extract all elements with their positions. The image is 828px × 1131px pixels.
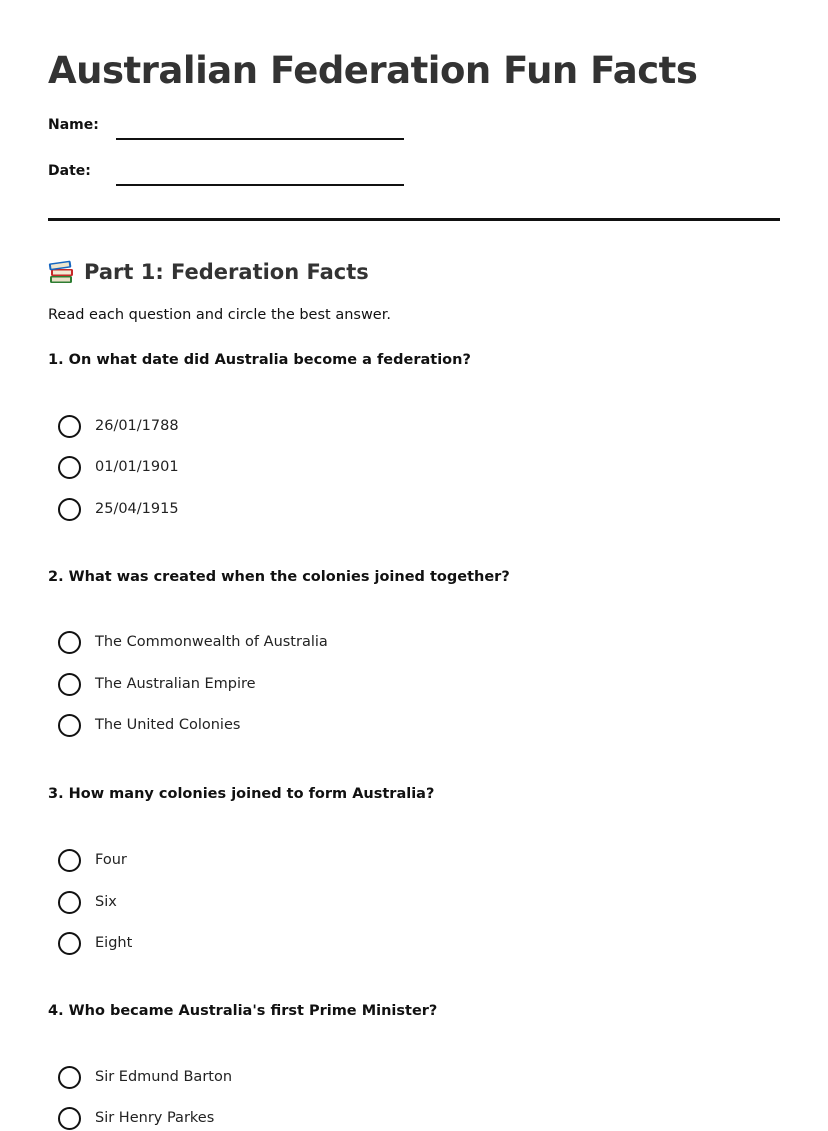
- option-label: 25/04/1915: [95, 501, 179, 517]
- option-1a[interactable]: [58, 413, 179, 439]
- books-icon: [48, 259, 76, 285]
- question-text: 1. On what date did Australia become a federation?: [48, 352, 471, 368]
- date-field[interactable]: [48, 163, 408, 187]
- option-label: The Commonwealth of Australia: [95, 634, 328, 650]
- question-text: 2. What was created when the colonies joined together?: [48, 569, 510, 585]
- radio-circle-icon[interactable]: [58, 673, 81, 696]
- option-label: The Australian Empire: [95, 676, 256, 692]
- radio-circle-icon[interactable]: [58, 631, 81, 654]
- radio-circle-icon[interactable]: [58, 456, 81, 479]
- page-title: Australian Federation Fun Facts: [48, 49, 698, 92]
- question-text: 3. How many colonies joined to form Australia?: [48, 786, 435, 802]
- radio-circle-icon[interactable]: [58, 891, 81, 914]
- name-field[interactable]: [48, 117, 408, 141]
- date-label: Date:: [48, 163, 91, 179]
- radio-circle-icon[interactable]: [58, 415, 81, 438]
- option-1b[interactable]: [58, 454, 179, 480]
- header-divider: [48, 218, 780, 221]
- radio-circle-icon[interactable]: [58, 932, 81, 955]
- option-3b[interactable]: [58, 889, 117, 915]
- radio-circle-icon[interactable]: [58, 1107, 81, 1130]
- option-2a[interactable]: [58, 629, 328, 655]
- name-label: Name:: [48, 117, 99, 133]
- date-line[interactable]: [116, 184, 404, 186]
- option-label: Eight: [95, 935, 133, 951]
- option-1c[interactable]: [58, 496, 179, 522]
- instructions-text: Read each question and circle the best answer.: [48, 307, 391, 323]
- option-3a[interactable]: [58, 847, 127, 873]
- option-label: The United Colonies: [95, 717, 241, 733]
- option-label: Sir Henry Parkes: [95, 1110, 215, 1126]
- option-3c[interactable]: [58, 930, 132, 956]
- option-label: 26/01/1788: [95, 418, 179, 434]
- option-label: Sir Edmund Barton: [95, 1069, 233, 1085]
- option-4a[interactable]: [58, 1064, 232, 1090]
- option-label: Six: [95, 894, 117, 910]
- option-2b[interactable]: [58, 671, 256, 697]
- option-4b[interactable]: [58, 1105, 214, 1131]
- radio-circle-icon[interactable]: [58, 714, 81, 737]
- radio-circle-icon[interactable]: [58, 498, 81, 521]
- option-label: Four: [95, 852, 127, 868]
- question-text: 4. Who became Australia's first Prime Minister?: [48, 1003, 438, 1019]
- option-label: 01/01/1901: [95, 459, 179, 475]
- section-heading: [48, 256, 369, 288]
- radio-circle-icon[interactable]: [58, 1066, 81, 1089]
- section-title: Part 1: Federation Facts: [84, 260, 369, 284]
- name-line[interactable]: [116, 138, 404, 140]
- radio-circle-icon[interactable]: [58, 849, 81, 872]
- option-2c[interactable]: [58, 712, 240, 738]
